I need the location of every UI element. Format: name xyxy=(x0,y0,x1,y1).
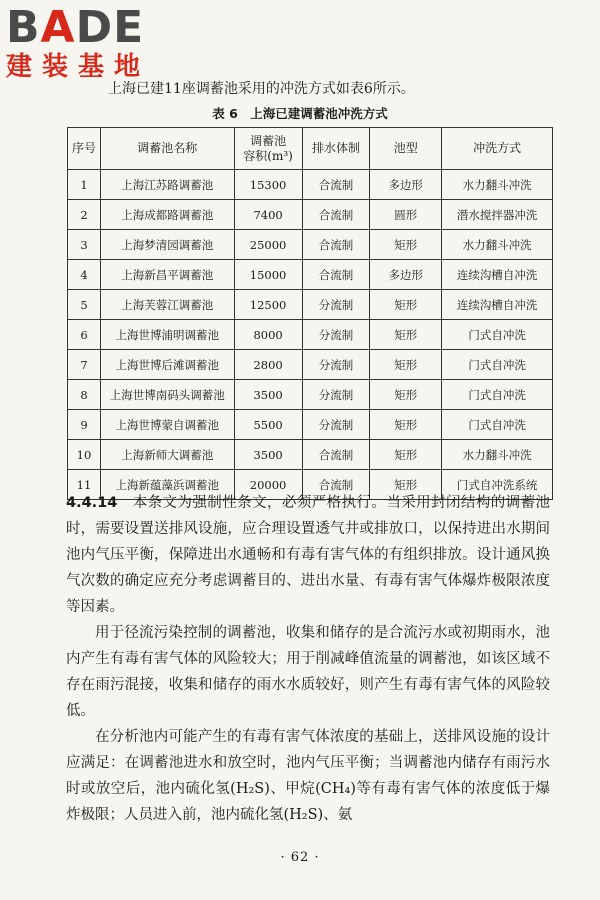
cell-name: 上海成都路调蓄池 xyxy=(100,200,234,230)
logo-subtitle: 建装基地 xyxy=(6,52,151,82)
cell-method: 潜水搅拌器冲洗 xyxy=(442,200,553,230)
cell-index: 2 xyxy=(68,200,101,230)
cell-index: 3 xyxy=(68,230,101,260)
cell-drainage: 合流制 xyxy=(302,230,370,260)
cell-volume: 15300 xyxy=(234,170,302,200)
cell-index: 9 xyxy=(68,410,101,440)
page-number: · 62 · xyxy=(280,850,320,865)
cell-volume: 8000 xyxy=(234,320,302,350)
cell-method: 门式自冲洗系统 xyxy=(442,470,553,500)
cell-index: 8 xyxy=(68,380,101,410)
clause-text: 本条文为强制性条文，必须严格执行。当采用封闭结构的调蓄池时，需要设置送排风设施，应合理设置透气井或排放口，以保持进出水期间池内气压平衡，保障进出水通畅和有毒有害气体的有组织排放。设计通风换气次数的确定应充分考虑调蓄目的、进出水量、有毒有害气体爆炸极限浓度等因素。 xyxy=(66,495,551,615)
cell-volume: 25000 xyxy=(234,230,302,260)
cell-volume: 7400 xyxy=(234,200,302,230)
cell-index: 6 xyxy=(68,320,101,350)
brand-logo xyxy=(6,2,151,82)
cell-method: 水力翻斗冲洗 xyxy=(442,230,553,260)
flushing-method-table xyxy=(67,127,553,500)
cell-drainage: 合流制 xyxy=(302,470,370,500)
cell-name: 上海梦清园调蓄池 xyxy=(100,230,234,260)
cell-method: 门式自冲洗 xyxy=(442,410,553,440)
cell-drainage: 合流制 xyxy=(302,260,370,290)
cell-volume: 12500 xyxy=(234,290,302,320)
cell-name: 上海江苏路调蓄池 xyxy=(100,170,234,200)
cell-shape: 矩形 xyxy=(370,290,442,320)
cell-shape: 矩形 xyxy=(370,350,442,380)
table-row xyxy=(68,320,553,350)
cell-name: 上海新蕴藻浜调蓄池 xyxy=(100,470,234,500)
cell-index: 5 xyxy=(68,290,101,320)
cell-method: 水力翻斗冲洗 xyxy=(442,170,553,200)
cell-volume: 3500 xyxy=(234,440,302,470)
logo-wordmark: BADE xyxy=(6,2,145,53)
cell-index: 7 xyxy=(68,350,101,380)
table-row xyxy=(68,200,553,230)
body-text xyxy=(66,490,550,828)
header-method: 冲洗方式 xyxy=(442,128,553,170)
header-volume: 调蓄池 容积(m³) xyxy=(234,128,302,170)
cell-shape: 矩形 xyxy=(370,380,442,410)
cell-method: 门式自冲洗 xyxy=(442,320,553,350)
cell-drainage: 合流制 xyxy=(302,170,370,200)
intro-text: 上海已建11座调蓄池采用的冲洗方式如表6所示。 xyxy=(108,81,415,97)
table-row xyxy=(68,290,553,320)
cell-name: 上海世博浦明调蓄池 xyxy=(100,320,234,350)
cell-shape: 矩形 xyxy=(370,320,442,350)
cell-drainage: 分流制 xyxy=(302,380,370,410)
table-caption: 表 6 上海已建调蓄池冲洗方式 xyxy=(212,106,388,121)
cell-shape: 矩形 xyxy=(370,440,442,470)
paragraph: 在分析池内可能产生的有毒有害气体浓度的基础上，送排风设施的设计应满足：在调蓄池进水和放空时，池内气压平衡；当调蓄池内储存有雨污水时或放空后，池内硫化氢(H₂S)、甲烷(CH₄)等有毒有害气体的浓度低于爆炸极限；人员进入前，池内硫化氢(H₂S)、氨 xyxy=(66,729,550,823)
clause-paragraph xyxy=(66,490,550,620)
cell-drainage: 合流制 xyxy=(302,200,370,230)
cell-name: 上海世博后滩调蓄池 xyxy=(100,350,234,380)
header-index: 序号 xyxy=(68,128,101,170)
cell-method: 水力翻斗冲洗 xyxy=(442,440,553,470)
cell-name: 上海世博南码头调蓄池 xyxy=(100,380,234,410)
table-row xyxy=(68,410,553,440)
cell-shape: 多边形 xyxy=(370,170,442,200)
cell-index: 10 xyxy=(68,440,101,470)
cell-drainage: 分流制 xyxy=(302,350,370,380)
cell-index: 4 xyxy=(68,260,101,290)
cell-shape: 矩形 xyxy=(370,230,442,260)
table-row xyxy=(68,230,553,260)
table-row xyxy=(68,350,553,380)
table-row xyxy=(68,440,553,470)
cell-shape: 矩形 xyxy=(370,410,442,440)
cell-volume: 5500 xyxy=(234,410,302,440)
table-header-row xyxy=(68,128,553,170)
cell-drainage: 分流制 xyxy=(302,410,370,440)
header-drainage: 排水体制 xyxy=(302,128,370,170)
cell-shape: 圆形 xyxy=(370,200,442,230)
cell-name: 上海新昌平调蓄池 xyxy=(100,260,234,290)
cell-name: 上海芙蓉江调蓄池 xyxy=(100,290,234,320)
cell-volume: 2800 xyxy=(234,350,302,380)
cell-shape: 矩形 xyxy=(370,470,442,500)
cell-method: 门式自冲洗 xyxy=(442,350,553,380)
cell-method: 连续沟槽自冲洗 xyxy=(442,290,553,320)
cell-method: 连续沟槽自冲洗 xyxy=(442,260,553,290)
header-shape: 池型 xyxy=(370,128,442,170)
cell-volume: 20000 xyxy=(234,470,302,500)
cell-drainage: 合流制 xyxy=(302,440,370,470)
cell-drainage: 分流制 xyxy=(302,290,370,320)
cell-drainage: 分流制 xyxy=(302,320,370,350)
paragraph: 用于径流污染控制的调蓄池，收集和储存的是合流污水或初期雨水，池内产生有毒有害气体的风险较大；用于削减峰值流量的调蓄池，如该区域不存在雨污混接，收集和储存的雨水水质较好，则产生有毒有害气体的风险较低。 xyxy=(66,625,550,719)
cell-index: 11 xyxy=(68,470,101,500)
clause-number: 4.4.14 xyxy=(66,495,118,511)
cell-name: 上海世博蒙自调蓄池 xyxy=(100,410,234,440)
table-row xyxy=(68,170,553,200)
cell-method: 门式自冲洗 xyxy=(442,380,553,410)
cell-volume: 15000 xyxy=(234,260,302,290)
table-row xyxy=(68,380,553,410)
cell-index: 1 xyxy=(68,170,101,200)
header-name: 调蓄池名称 xyxy=(100,128,234,170)
cell-shape: 多边形 xyxy=(370,260,442,290)
table-row xyxy=(68,260,553,290)
cell-name: 上海新师大调蓄池 xyxy=(100,440,234,470)
cell-volume: 3500 xyxy=(234,380,302,410)
